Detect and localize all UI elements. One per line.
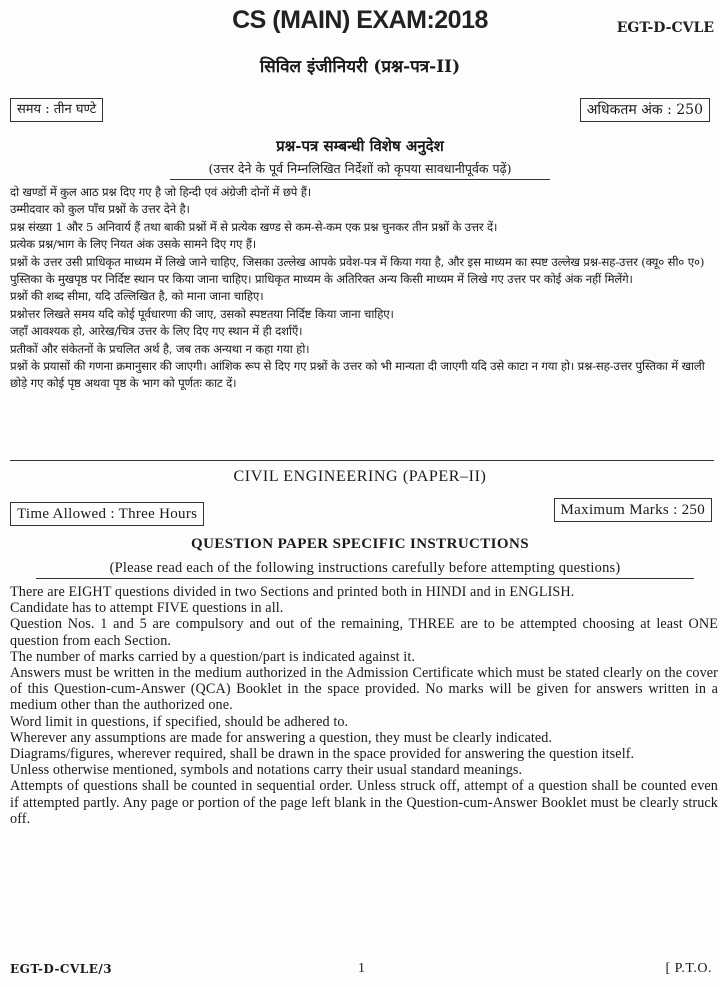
english-instructions-list: [10, 584, 718, 827]
hindi-subject-title: सिविल इंजीनियरी (प्रश्न-पत्र-II): [259, 57, 461, 77]
hindi-instruction-item: जहाँ आवश्यक हो, आरेख/चित्र उत्तर के लिए दिए गए स्थान में ही दर्शाएँ।: [10, 324, 303, 339]
footer-page-number: 1: [358, 961, 365, 976]
hindi-instruction-item: प्रश्न संख्या 1 और 5 अनिवार्य हैं तथा बाकी प्रश्नों में से प्रत्येक खण्ड से कम-से-कम एक प्रश्न चुनकर तीन प्रश्नों के उत्तर दें।: [10, 219, 498, 234]
footer-paper-code: EGT-D-CVLE/3: [10, 962, 113, 976]
english-instructions-note: (Please read each of the following instructions carefully before attempting questions): [36, 560, 694, 579]
english-max-marks-box: Maximum Marks : 250: [554, 498, 712, 522]
english-instruction-item: Candidate has to attempt FIVE questions in all.: [10, 600, 284, 617]
hindi-instruction-item: प्रश्नों के उत्तर उसी प्राधिकृत माध्यम में लिखे जाने चाहिए, जिसका उल्लेख आपके प्रवेश-पत्र में किया गया है, और इस माध्यम का स्पष्ट उल्लेख प्रश्न-सह-उत्तर (क्यू० सी० ए०) पुस्तिका के मुखपृष्ठ पर निर्दिष्ट स्थान पर किया जाना चाहिए। प्राधिकृत माध्यम के अतिरिक्त अन्य किसी माध्यम में लिखे गए उत्तर पर कोई अंक नहीं मिलेंगे।: [10, 254, 705, 287]
english-instruction-item: There are EIGHT questions divided in two Sections and printed both in HINDI and in ENGLISH.: [10, 584, 575, 600]
hindi-max-marks-box: अधिकतम अंक : 250: [580, 98, 710, 122]
english-instructions-heading: QUESTION PAPER SPECIFIC INSTRUCTIONS: [191, 536, 529, 552]
exam-title: CS (MAIN) EXAM:2018: [232, 6, 488, 34]
english-instruction-item: Word limit in questions, if specified, should be adhered to.: [10, 713, 349, 730]
hindi-instruction-item: प्रश्नों की शब्द सीमा, यदि उल्लिखित है, को माना जाना चाहिए।: [10, 289, 264, 304]
section-divider: [10, 460, 714, 461]
english-instruction-item: Question Nos. 1 and 5 are compulsory and out of the remaining, THREE are to be attempted choosing at least ONE question from each Section.: [10, 616, 718, 649]
english-time-allowed-box: Time Allowed : Three Hours: [10, 502, 204, 526]
hindi-time-allowed-box: समय : तीन घण्टे: [10, 98, 103, 122]
english-instruction-item: The number of marks carried by a question/part is indicated against it.: [10, 648, 416, 665]
hindi-instructions-note: (उत्तर देने के पूर्व निम्नलिखित निर्देशों को कृपया सावधानीपूर्वक पढ़ें): [170, 160, 550, 180]
hindi-instruction-item: दो खण्डों में कुल आठ प्रश्न दिए गए है जो हिन्दी एवं अंग्रेजी दोनों में छपे हैं।: [10, 185, 312, 199]
hindi-instruction-item: प्रश्नों के प्रयासों की गणना क्रमानुसार की जाएगी। आंशिक रूप से दिए गए प्रश्नों के उत्तर को भी मान्यता दी जाएगी यदि उसे काटा न गया हो। प्रश्न-सह-उत्तर पुस्तिका में खाली छोड़े गए कोई पृष्ठ अथवा पृष्ठ के भाग को पूर्णतः काट दें।: [10, 359, 705, 391]
footer-pto: [ P.T.O.: [665, 961, 712, 976]
english-instruction-item: Attempts of questions shall be counted in sequential order. Unless struck off, attempt of a question shall be counted even if attempted partly. Any page or portion of the page left blank in the Question-cum-Answer Booklet must be clearly struck off.: [10, 778, 718, 827]
hindi-instruction-item: प्रश्नोत्तर लिखते समय यदि कोई पूर्वधारणा की जाए, उसको स्पष्टतया निर्दिष्ट किया जाना चाहिए।: [10, 306, 394, 321]
english-instruction-item: Wherever any assumptions are made for answering a question, they must be clearly indicated.: [10, 729, 553, 746]
paper-code: EGT-D-CVLE: [616, 20, 714, 36]
hindi-instruction-item: प्रत्येक प्रश्न/भाग के लिए नियत अंक उसके सामने दिए गए हैं।: [10, 237, 257, 252]
hindi-instruction-item: प्रतीकों और संकेतनों के प्रचलित अर्थ है, जब तक अन्यथा न कहा गया हो।: [10, 341, 310, 356]
hindi-instructions-heading: प्रश्न-पत्र सम्बन्धी विशेष अनुदेश: [276, 137, 444, 155]
english-subject-title: CIVIL ENGINEERING (PAPER–II): [233, 468, 487, 485]
hindi-instructions-list: [10, 184, 714, 393]
english-instruction-item: Answers must be written in the medium authorized in the Admission Certificate which must be stated clearly on the cover of this Question-cum-Answer (QCA) Booklet in the space provided. No marks will be given for answers written in a medium other than the authorized one.: [10, 665, 718, 714]
english-instruction-item: Unless otherwise mentioned, symbols and notations carry their usual standard meanings.: [10, 762, 523, 779]
english-instruction-item: Diagrams/figures, wherever required, shall be drawn in the space provided for answering the question itself.: [10, 746, 635, 763]
hindi-instruction-item: उम्मीदवार को कुल पाँच प्रश्नों के उत्तर देने है।: [10, 202, 190, 217]
